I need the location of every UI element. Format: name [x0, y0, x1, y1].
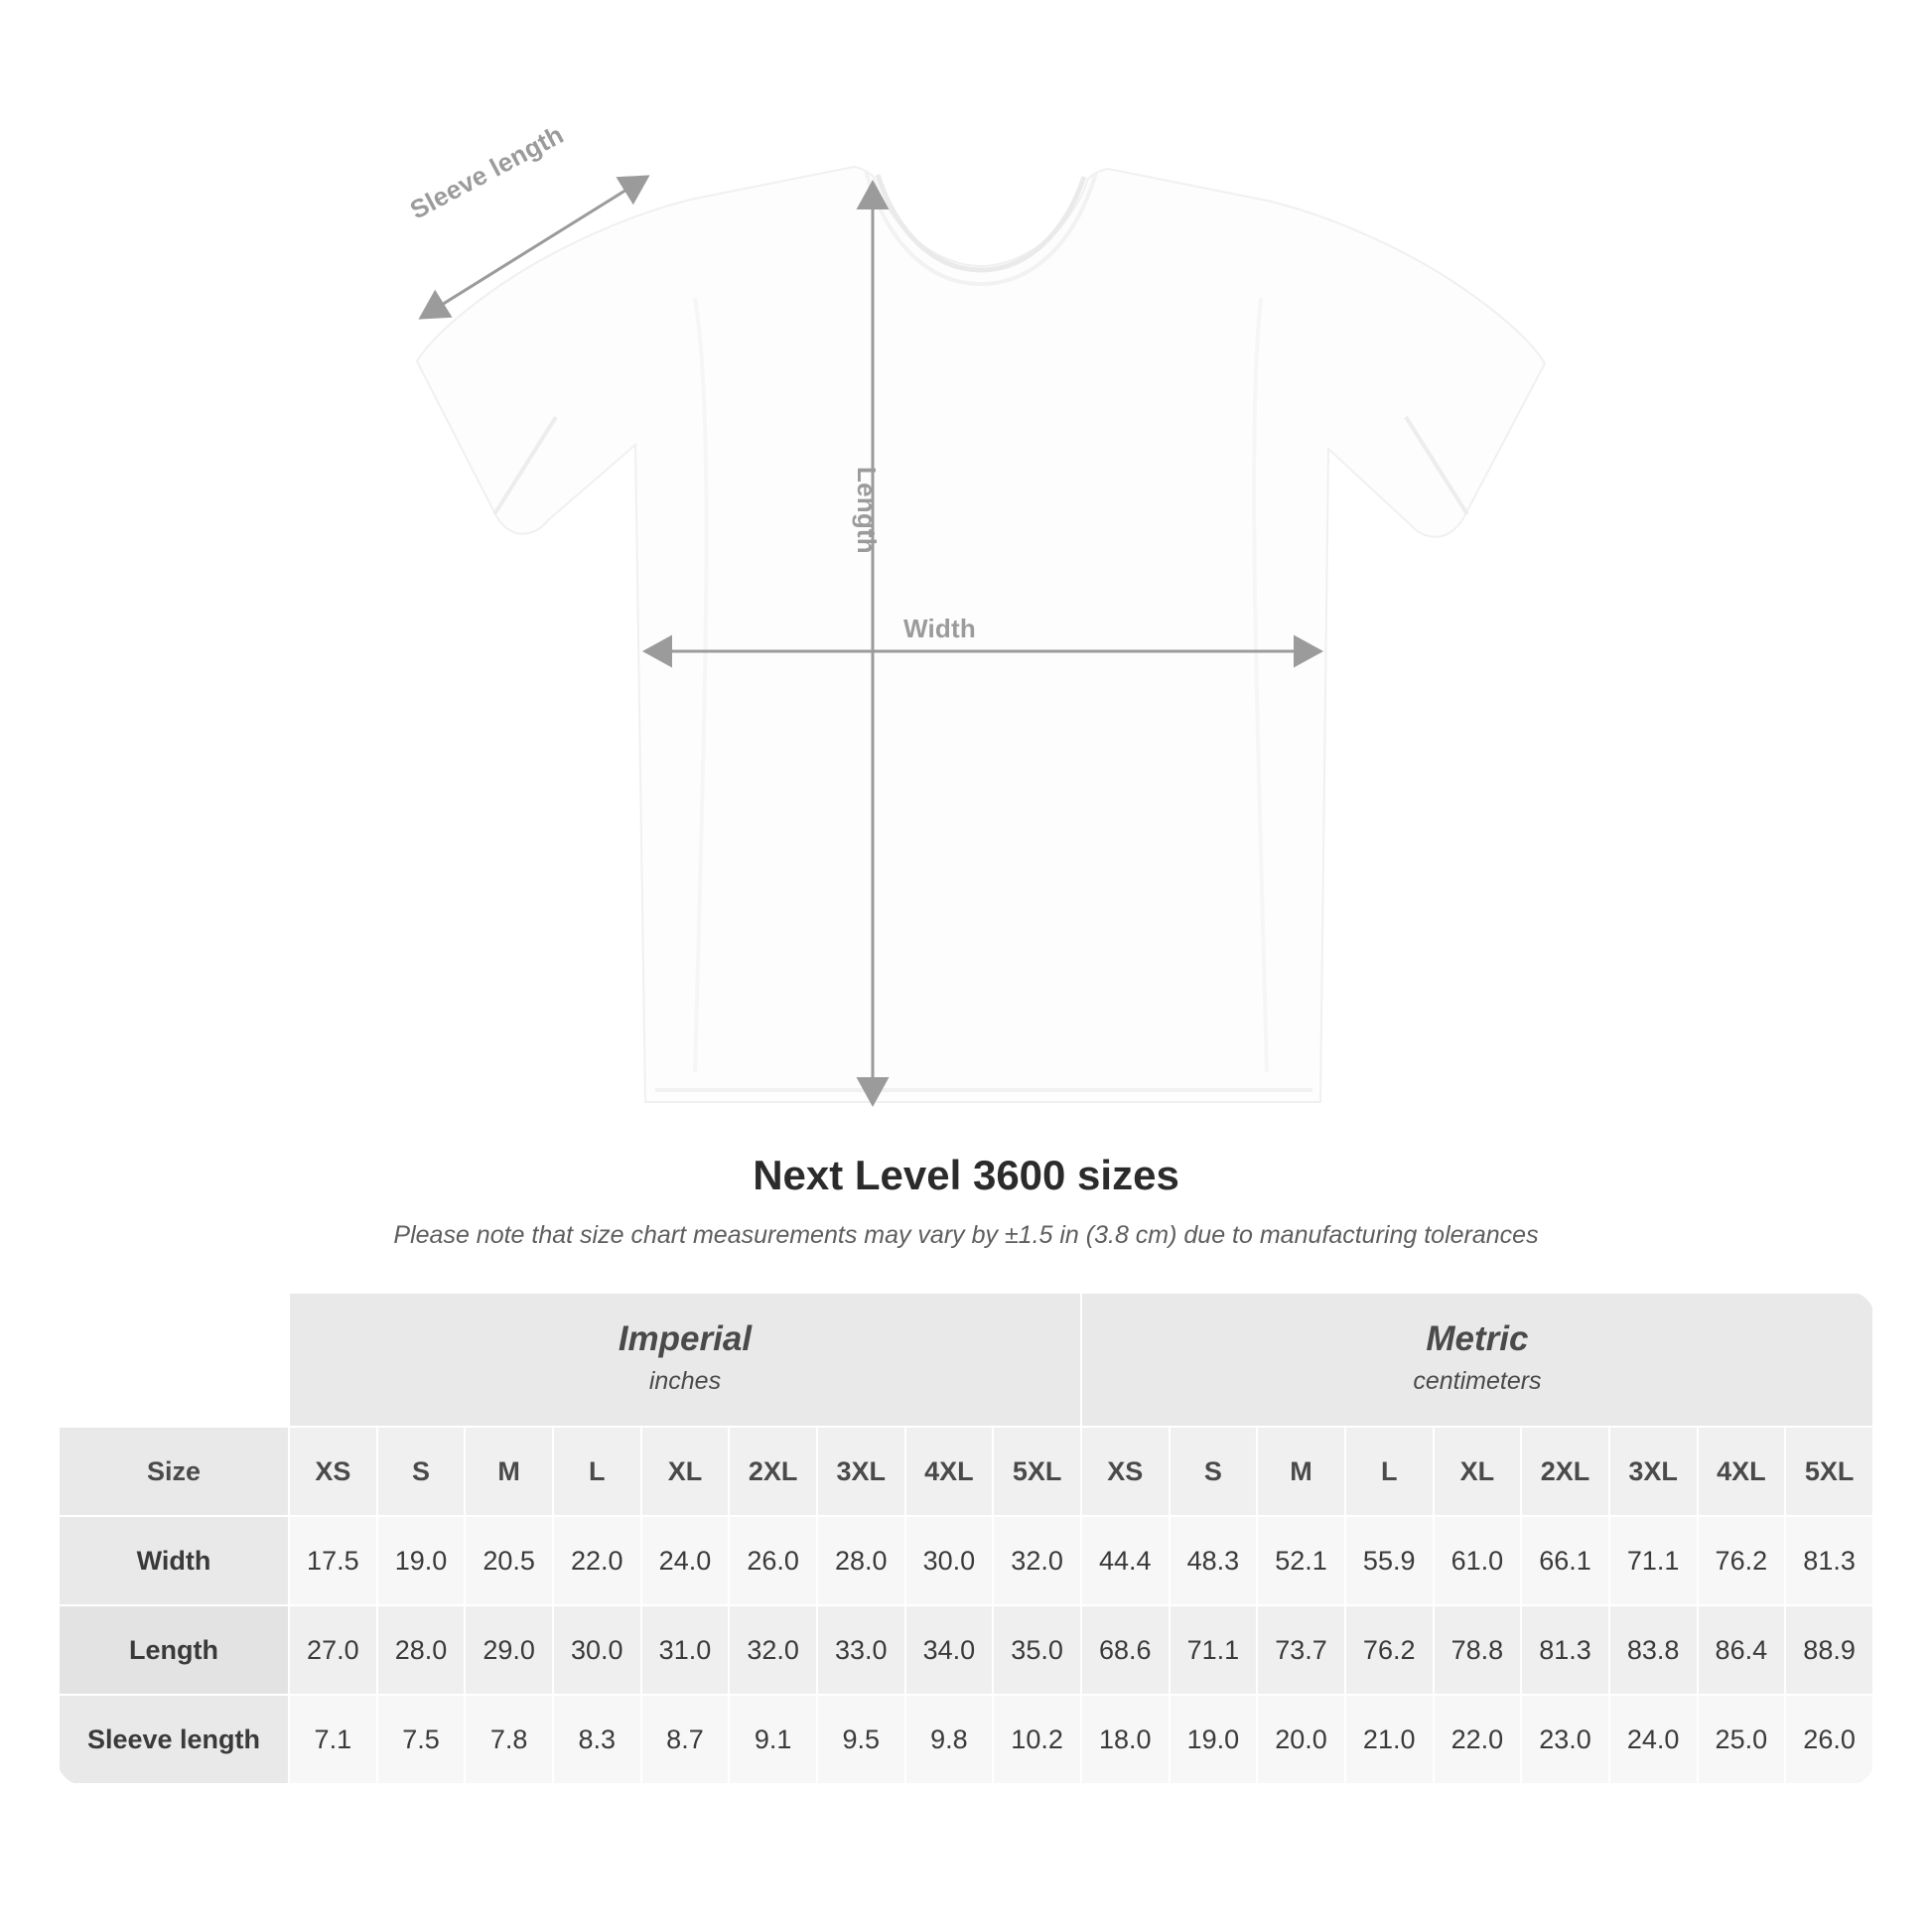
measurement-row-label: Sleeve length — [59, 1695, 289, 1784]
size-column-header: S — [377, 1427, 466, 1516]
measurement-cell: 73.7 — [1257, 1605, 1345, 1695]
measurement-cell: 52.1 — [1257, 1516, 1345, 1605]
size-column-header: 2XL — [729, 1427, 817, 1516]
size-column-header: S — [1170, 1427, 1258, 1516]
measurement-cell: 81.3 — [1785, 1516, 1873, 1605]
size-column-header: 4XL — [905, 1427, 994, 1516]
table-corner-cell — [59, 1293, 289, 1427]
size-header-row — [59, 1427, 1873, 1516]
measurement-cell: 44.4 — [1081, 1516, 1170, 1605]
size-column-header: XL — [1434, 1427, 1522, 1516]
size-column-header: XL — [641, 1427, 730, 1516]
measurement-cell: 33.0 — [817, 1605, 905, 1695]
measurement-cell: 32.0 — [993, 1516, 1081, 1605]
table-row — [59, 1516, 1873, 1605]
measurement-cell: 7.8 — [465, 1695, 553, 1784]
measurement-cell: 22.0 — [553, 1516, 641, 1605]
measurement-row-label: Length — [59, 1605, 289, 1695]
measurement-cell: 66.1 — [1521, 1516, 1609, 1605]
tshirt-shape — [417, 167, 1545, 1102]
size-column-header: XS — [1081, 1427, 1170, 1516]
measurement-cell: 20.0 — [1257, 1695, 1345, 1784]
size-column-header: XS — [289, 1427, 377, 1516]
measurement-cell: 25.0 — [1698, 1695, 1786, 1784]
measurement-cell: 19.0 — [1170, 1695, 1258, 1784]
measurement-row-label: Width — [59, 1516, 289, 1605]
measurement-cell: 76.2 — [1345, 1605, 1434, 1695]
table-row — [59, 1605, 1873, 1695]
measurement-cell: 24.0 — [1609, 1695, 1698, 1784]
measurement-cell: 20.5 — [465, 1516, 553, 1605]
measurement-cell: 48.3 — [1170, 1516, 1258, 1605]
measurement-cell: 31.0 — [641, 1605, 730, 1695]
size-column-header: M — [465, 1427, 553, 1516]
table-row — [59, 1695, 1873, 1784]
measurement-cell: 28.0 — [377, 1605, 466, 1695]
measurement-cell: 81.3 — [1521, 1605, 1609, 1695]
measurement-cell: 23.0 — [1521, 1695, 1609, 1784]
measurement-cell: 10.2 — [993, 1695, 1081, 1784]
measurement-cell: 28.0 — [817, 1516, 905, 1605]
measurement-cell: 26.0 — [729, 1516, 817, 1605]
size-column-header: 4XL — [1698, 1427, 1786, 1516]
size-column-header: 3XL — [1609, 1427, 1698, 1516]
measurement-cell: 17.5 — [289, 1516, 377, 1605]
unit-system-header — [289, 1293, 1081, 1427]
measurement-cell: 29.0 — [465, 1605, 553, 1695]
measurement-cell: 9.8 — [905, 1695, 994, 1784]
measurement-cell: 30.0 — [553, 1605, 641, 1695]
width-label: Width — [903, 614, 976, 643]
tolerance-note: Please note that size chart measurements may vary by ±1.5 in (3.8 cm) due to manufacturing tolerances — [393, 1221, 1539, 1249]
size-column-header: L — [1345, 1427, 1434, 1516]
measurement-cell: 27.0 — [289, 1605, 377, 1695]
size-column-header: M — [1257, 1427, 1345, 1516]
measurement-cell: 24.0 — [641, 1516, 730, 1605]
measurement-cell: 61.0 — [1434, 1516, 1522, 1605]
measurement-cell: 32.0 — [729, 1605, 817, 1695]
measurement-cell: 34.0 — [905, 1605, 994, 1695]
measurement-cell: 9.5 — [817, 1695, 905, 1784]
measurement-cell: 7.5 — [377, 1695, 466, 1784]
measurement-cell: 76.2 — [1698, 1516, 1786, 1605]
measurement-cell: 18.0 — [1081, 1695, 1170, 1784]
measurement-cell: 68.6 — [1081, 1605, 1170, 1695]
measurement-cell: 8.3 — [553, 1695, 641, 1784]
measurement-cell: 83.8 — [1609, 1605, 1698, 1695]
unit-system-header-row — [59, 1293, 1873, 1427]
length-label: Length — [852, 467, 882, 554]
unit-system-unit: inches — [648, 1367, 722, 1395]
size-row-header: Size — [59, 1427, 289, 1516]
size-column-header: 3XL — [817, 1427, 905, 1516]
title-block — [0, 1152, 1932, 1250]
size-column-header: 5XL — [1785, 1427, 1873, 1516]
measurement-cell: 78.8 — [1434, 1605, 1522, 1695]
measurement-cell: 86.4 — [1698, 1605, 1786, 1695]
measurement-cell: 55.9 — [1345, 1516, 1434, 1605]
measurement-cell: 88.9 — [1785, 1605, 1873, 1695]
size-chart-table — [58, 1292, 1874, 1785]
unit-system-unit: centimeters — [1413, 1367, 1542, 1395]
measurement-cell: 71.1 — [1609, 1516, 1698, 1605]
measurement-cell: 26.0 — [1785, 1695, 1873, 1784]
size-column-header: 5XL — [993, 1427, 1081, 1516]
measurement-cell: 21.0 — [1345, 1695, 1434, 1784]
measurement-cell: 71.1 — [1170, 1605, 1258, 1695]
unit-system-header — [1081, 1293, 1873, 1427]
measurement-cell: 19.0 — [377, 1516, 466, 1605]
unit-system-name: Imperial — [618, 1319, 753, 1358]
measurement-cell: 8.7 — [641, 1695, 730, 1784]
measurement-cell: 30.0 — [905, 1516, 994, 1605]
measurement-cell: 7.1 — [289, 1695, 377, 1784]
measurement-cell: 22.0 — [1434, 1695, 1522, 1784]
sleeve-length-label: Sleeve length — [405, 119, 569, 225]
unit-system-name: Metric — [1426, 1319, 1529, 1358]
size-column-header: 2XL — [1521, 1427, 1609, 1516]
measurement-cell: 9.1 — [729, 1695, 817, 1784]
size-column-header: L — [553, 1427, 641, 1516]
page-title: Next Level 3600 sizes — [753, 1152, 1179, 1198]
measurement-cell: 35.0 — [993, 1605, 1081, 1695]
